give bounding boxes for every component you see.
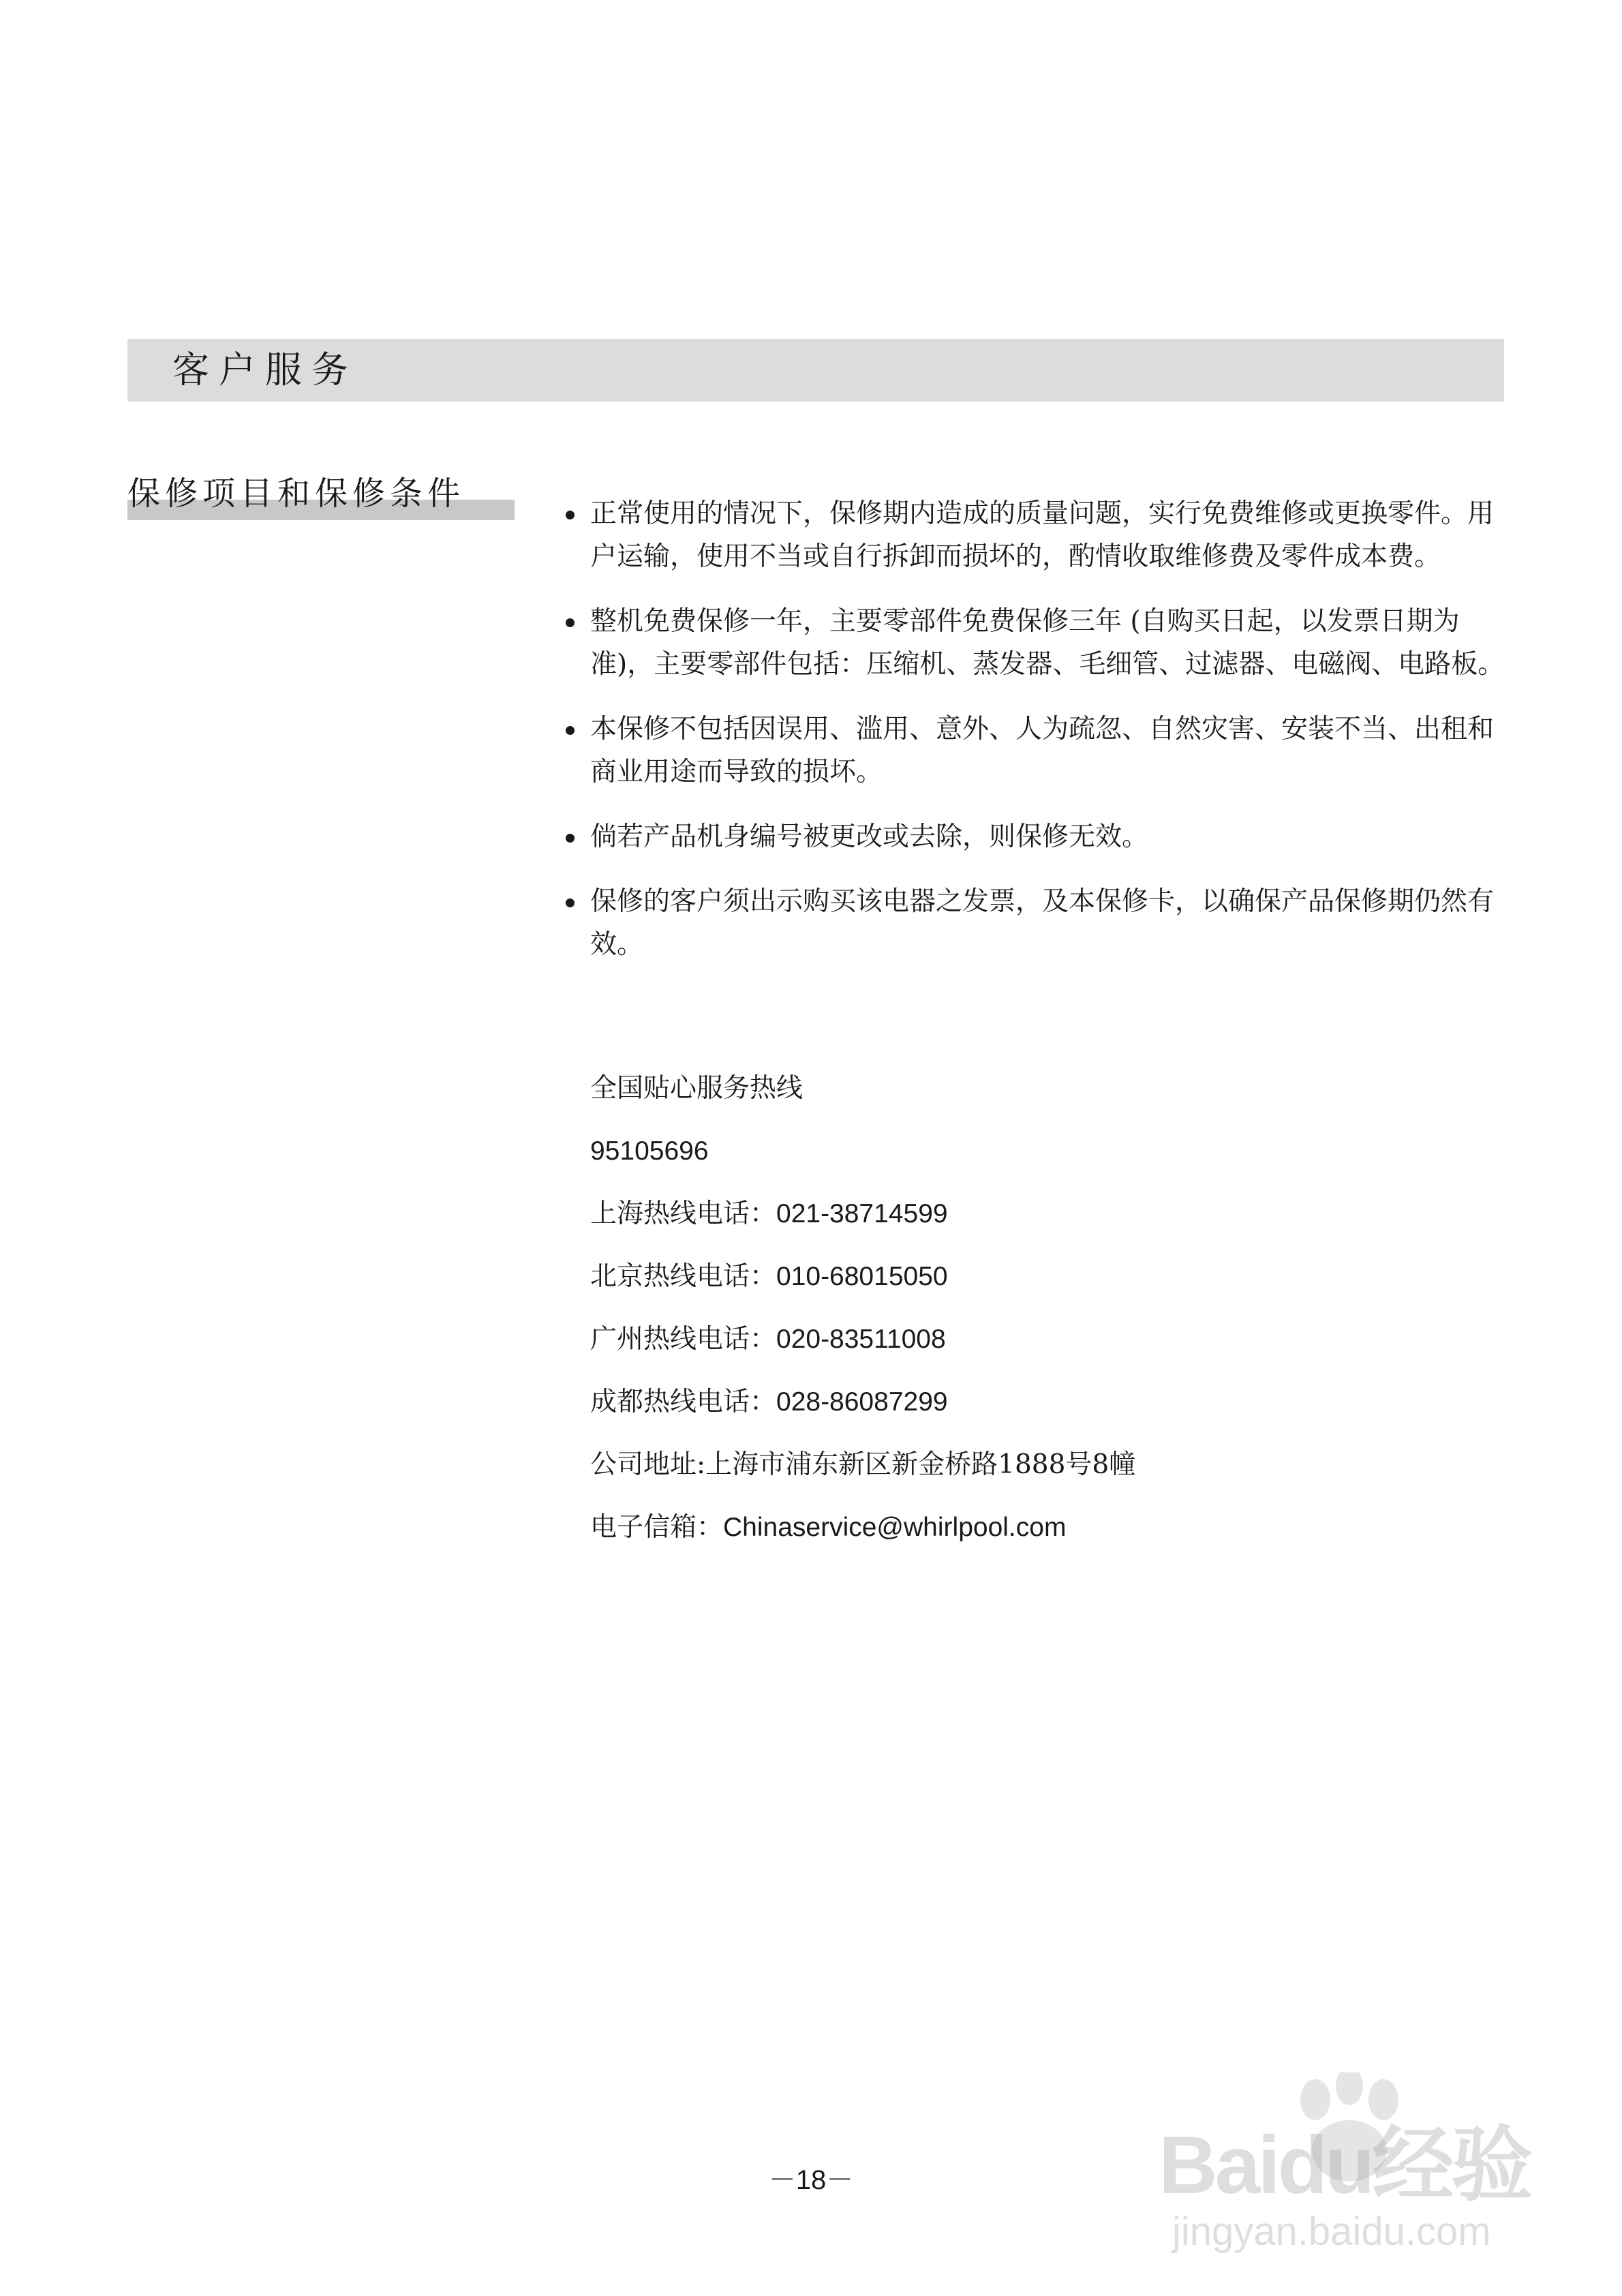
warranty-terms-list	[566, 492, 1513, 988]
company-address: 公司地址:上海市浦东新区新金桥路1888号8幢	[590, 1449, 1136, 1480]
bullet-icon	[566, 618, 575, 627]
guangzhou-phone: 广州热线电话：020-83511008	[590, 1325, 946, 1354]
term-text: 倘若产品机身编号被更改或去除，则保修无效。	[590, 821, 1149, 852]
hotline-number: 95105696	[590, 1136, 709, 1166]
list-item	[566, 815, 1513, 858]
list-item	[566, 880, 1513, 966]
term-text: 整机免费保修一年，主要零部件免费保修三年 (自购买日起，以发票日期为准)，主要零部件包括：压缩机、蒸发器、毛细管、过滤器、电磁阀、电路板。	[590, 606, 1505, 680]
watermark-url: jingyan.baidu.com	[1172, 2209, 1491, 2254]
term-text: 本保修不包括因误用、滥用、意外、人为疏忽、自然灾害、安装不当、出租和商业用途而导致的损坏。	[590, 714, 1495, 787]
email-address: 电子信箱：Chinaservice@whirlpool.com	[590, 1513, 1067, 1542]
term-text: 保修的客户须出示购买该电器之发票，及本保修卡，以确保产品保修期仍然有效。	[590, 886, 1495, 960]
warranty-subtitle: 保修项目和保修条件	[127, 474, 465, 513]
section-header	[127, 339, 1504, 402]
hotline-label: 全国贴心服务热线	[590, 1073, 804, 1104]
list-item	[566, 492, 1513, 578]
list-item	[566, 708, 1513, 794]
bullet-icon	[566, 726, 575, 735]
shanghai-phone: 上海热线电话：021-38714599	[590, 1199, 948, 1228]
bullet-icon	[566, 834, 575, 843]
contact-info	[590, 1067, 1476, 1569]
section-title: 客户服务	[172, 348, 358, 391]
beijing-phone: 北京热线电话：010-68015050	[590, 1262, 948, 1291]
chengdu-phone: 成都热线电话：028-86087299	[590, 1387, 948, 1417]
baidu-watermark	[1159, 2072, 1540, 2277]
page-number: －18－	[768, 2165, 854, 2195]
term-text: 正常使用的情况下，保修期内造成的质量问题，实行免费维修或更换零件。用户运输，使用不当或自行拆卸而损坏的，酌情收取维修费及零件成本费。	[590, 498, 1495, 572]
bullet-icon	[566, 898, 575, 907]
list-item	[566, 600, 1513, 686]
bullet-icon	[566, 511, 575, 519]
watermark-logo-text: Baidu经验	[1159, 2119, 1531, 2211]
